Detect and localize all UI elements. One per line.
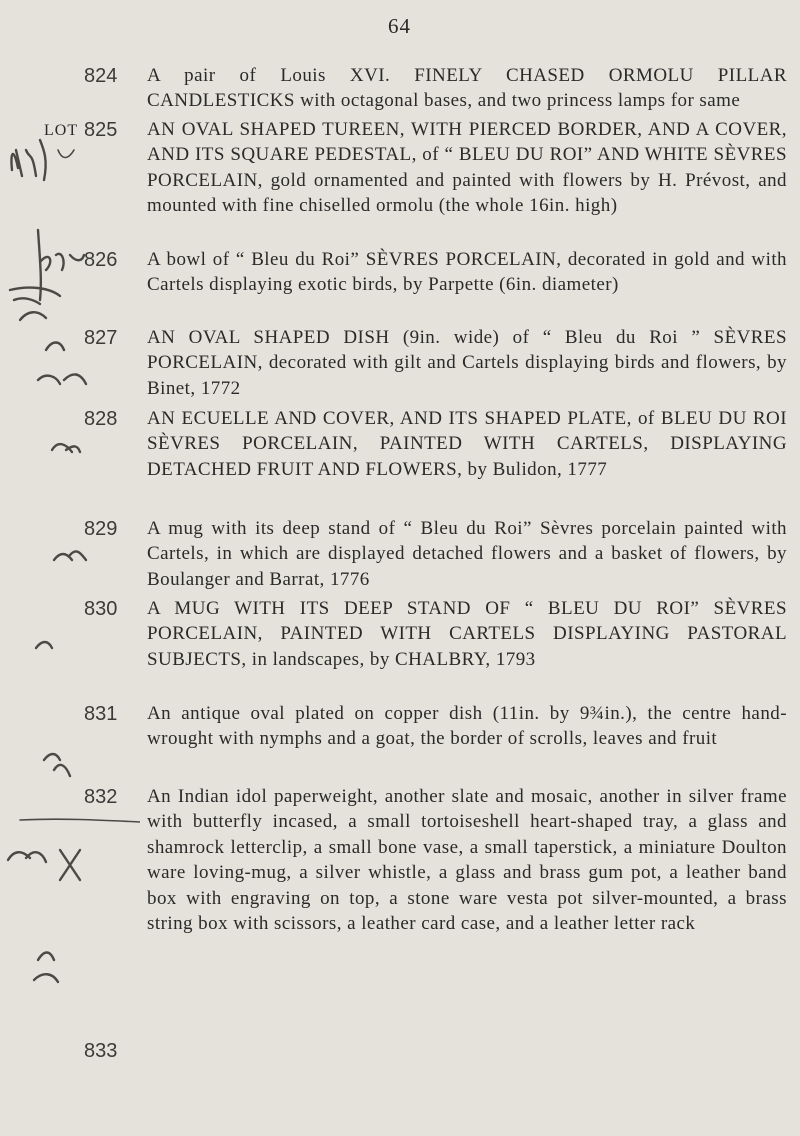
- lot-number: 832: [84, 786, 118, 808]
- lot-description: An Indian idol paperweight, another slate and mosaic, another in silver frame with butterfly incased, a small tortoiseshell heart-shaped tray, a glass and shamrock letterclip, a small bone vase, a small taperstick, a miniature Doulton ware loving-mug, a silver whistle, a glass and brass gum pot, a leather band box with engraving on top, a stone ware vesta pot silver-mounted, a brass string box with scissors, a leather card case, and a leather letter rack: [147, 786, 787, 935]
- lot-description: AN ECUELLE AND COVER, AND ITS SHAPED PLATE, of BLEU DU ROI SÈVRES PORCELAIN, PAINTED WITH CARTELS, DISPLAYING DETACHED FRUIT AND FLOWERS, by Bulidon, 1777: [147, 408, 787, 480]
- lot-number: 833: [84, 1040, 118, 1062]
- lot-number: 826: [84, 249, 118, 271]
- lot-column-header: LOT: [44, 122, 79, 139]
- handwritten-annotations-icon: [0, 0, 140, 1136]
- page-number: 64: [388, 14, 411, 38]
- lot-number: 828: [84, 408, 118, 430]
- lot-description: AN OVAL SHAPED TUREEN, WITH PIERCED BORDER, AND A COVER, AND ITS SQUARE PEDESTAL, of “ BLEU DU ROI” AND WHITE SÈVRES PORCELAIN, gold ornamented and painted with flowers by H. Prévost, and mounted with fine chiselled ormolu (the whole 16in. high): [147, 119, 787, 217]
- lot-description: A pair of Louis XVI. FINELY CHASED ORMOLU PILLAR CANDLESTICKS with octagonal bases, and two princess lamps for same: [147, 65, 787, 112]
- lot-number: 831: [84, 703, 118, 725]
- lot-description: An antique oval plated on copper dish (11in. by 9¾in.), the centre hand-wrought with nymphs and a goat, the border of scrolls, leaves and fruit: [147, 703, 787, 750]
- lot-number: 829: [84, 518, 118, 540]
- lot-description: A mug with its deep stand of “ Bleu du Roi” Sèvres porcelain painted with Cartels, in which are displayed detached flowers and a basket of flowers, by Boulanger and Barrat, 1776: [147, 518, 787, 590]
- lot-number: 824: [84, 65, 118, 87]
- lot-description: AN OVAL SHAPED DISH (9in. wide) of “ Bleu du Roi ” SÈVRES PORCELAIN, decorated with gilt and Cartels displaying birds and flowers, by Binet, 1772: [147, 327, 787, 399]
- lot-number: 830: [84, 598, 118, 620]
- lot-number: 825: [84, 119, 118, 141]
- lot-description: A MUG WITH ITS DEEP STAND OF “ BLEU DU ROI” SÈVRES PORCELAIN, PAINTED WITH CARTELS DISPLAYING PASTORAL SUBJECTS, in landscapes, by CHALBRY, 1793: [147, 598, 787, 670]
- lot-number: 827: [84, 327, 118, 349]
- lot-description: A bowl of “ Bleu du Roi” SÈVRES PORCELAIN, decorated in gold and with Cartels displaying exotic birds, by Parpette (6in. diameter): [147, 249, 787, 296]
